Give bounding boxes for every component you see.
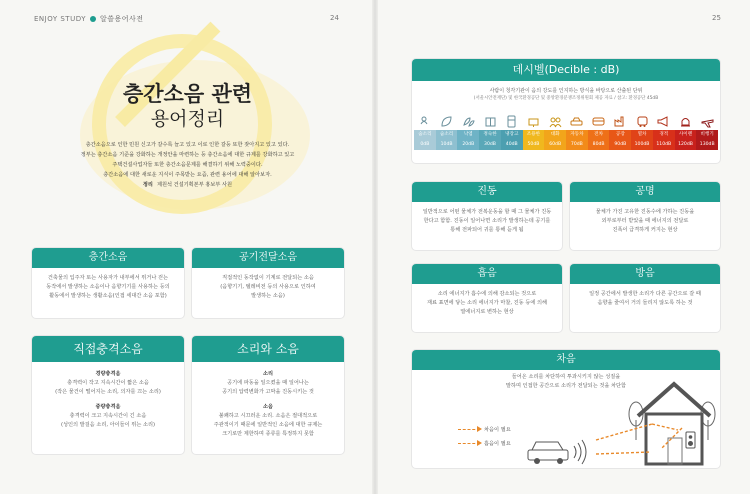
page-number-right: 25 [712, 14, 721, 22]
decibel-level [457, 114, 479, 150]
decibel-level-value: 120dB [675, 140, 697, 150]
series-label: ENJOY STUDY [34, 15, 86, 23]
legend-arrow-icon [458, 443, 480, 444]
decibel-level [544, 114, 566, 150]
running-header [34, 14, 144, 24]
decibel-level-name: 전차 [588, 130, 610, 140]
decibel-description: 사람이 청각기관이 음의 강도를 인지하는 방식을 바탕으로 산출된 단위 [489, 88, 643, 94]
page-subtitle: 용어정리 [150, 108, 225, 130]
term-card-body [192, 362, 344, 445]
term-card-body [570, 284, 720, 314]
leaves-icon [461, 114, 475, 128]
term-card [192, 248, 344, 318]
term-line: 소리 에너지가 흡수에 의해 감소되는 것으로 [437, 291, 537, 297]
term-line: 충격력이 작고 지속시간이 짧은 소음 [67, 380, 149, 386]
term-card-body [192, 268, 344, 307]
page-number-left: 24 [330, 14, 339, 22]
term-line: (작은 물건이 떨어지는 소리, 의자를 끄는 소리) [55, 389, 161, 395]
term-card-body [32, 362, 184, 436]
decibel-level-name: 냉장고 [501, 130, 523, 140]
decibel-level-value: 110dB [653, 140, 675, 150]
term-card [412, 264, 562, 332]
term-line: 진폭이 급격하게 커지는 현상 [612, 227, 678, 233]
term-card-title: 진동 [412, 182, 562, 202]
decibel-level-value: 130dB [696, 140, 718, 150]
insulation-card [412, 350, 720, 468]
decibel-level-name: 공장 [609, 130, 631, 140]
decibel-level [609, 114, 631, 150]
decibel-level-name: 열차 [631, 130, 653, 140]
term-line: 공기에 파동을 일으켰을 때 일어나는 [227, 380, 309, 386]
term-line: (성인의 발걸음 소리, 아이들이 뛰는 소리) [60, 422, 156, 428]
term-card-body [412, 284, 562, 323]
term-line: 활동에서 발생하는 생활소음(인접 세대간 소음 포함) [49, 293, 167, 299]
legend-arrow-icon [458, 429, 480, 430]
office-icon [526, 114, 540, 128]
intro-line: 층간소음에 대한 새로운 지식이 주목받는 요즘, 관련 용어에 대해 알아보자. [103, 172, 272, 178]
term-card-title: 공기전달소음 [192, 248, 344, 268]
term-line: 일정 공간에서 발생한 소리가 다른 공간으로 갈 때 [589, 291, 701, 297]
decibel-scale [414, 114, 718, 150]
decibel-level-name: 숨소리 [436, 130, 458, 140]
term-line: 물체가 가진 고유한 진동수에 가하는 진동을 [595, 209, 695, 215]
term-subheading: 중량충격음 [95, 404, 121, 410]
insulation-title: 차음 [412, 350, 720, 370]
author-credit [0, 181, 375, 188]
decibel-level [501, 114, 523, 150]
page-gutter [372, 0, 378, 494]
tree-icon [629, 402, 643, 440]
term-line: 공기의 압력변화가 고막을 진동시키는 것 [222, 389, 314, 395]
insulation-line: 말하며 인접한 공간으로 소리가 전달되는 것을 차단함 [505, 383, 627, 389]
term-card-body [32, 268, 184, 307]
credit-label: 정리 [142, 182, 153, 188]
decibel-card [412, 59, 720, 163]
decibel-level [523, 114, 545, 150]
decibel-note: (서울시안전재단) 및 한국환경공단 및 중앙환경분쟁조정위원회 제공 자료 / 참고: 환경공단 45dB [473, 96, 659, 101]
term-card-title: 공명 [570, 182, 720, 202]
sound-wave-icon [574, 440, 586, 464]
decibel-level-value: 50dB [523, 140, 545, 150]
decibel-level-name: 조용한 [523, 130, 545, 140]
term-card-title: 방음 [570, 264, 720, 284]
decibel-level-name: 사이렌 [675, 130, 697, 140]
legend-label: 흡음이 필요 [484, 441, 511, 447]
section-label: 알쓸용어사전 [99, 15, 144, 23]
term-line: 통해 전파되어 귀를 통해 듣게 됨 [450, 227, 524, 233]
term-line: 음향을 줄여서 거의 들리지 않도록 하는 것 [597, 300, 693, 306]
term-line: 불쾌하고 시끄러운 소리. 소음은 절대적으로 [218, 413, 318, 419]
term-line: (음향기기, 텔레비전 등의 사용으로 인하여 [220, 284, 316, 290]
decibel-level-name: 자동차 [566, 130, 588, 140]
decibel-title: 데시벨(Decible : dB) [412, 59, 720, 81]
decibel-level [588, 114, 610, 150]
term-line: 발생하는 소음) [251, 293, 285, 299]
decibel-level-name: 숨소리 [414, 130, 436, 140]
term-line: 외부로부터 받았을 때 에너지의 전달로 [601, 218, 689, 224]
term-card [32, 336, 184, 454]
insulation-line: 들어온 소리를 차단하여 투과시키지 않는 성질을 [511, 374, 621, 380]
intro-text [55, 140, 320, 180]
credit-text: 제원석 건설기획본부 홍보부 사원 [156, 182, 233, 188]
decibel-level-value: 70dB [566, 140, 588, 150]
term-line: 재료 표면에 닿는 소리 에너지가 마찰, 진동 등에 의해 [426, 300, 548, 306]
term-card-body [412, 202, 562, 241]
decibel-level-name: 대화 [544, 130, 566, 140]
airplane-icon [700, 114, 714, 128]
term-card-title: 직접충격소음 [32, 336, 184, 362]
intro-line: 정부는 층간소음 기준을 강화하는 개정안을 마련하는 등 층간소음에 대한 규제를 강화하고 있고 [80, 152, 295, 158]
decibel-level-name: 비행기 [696, 130, 718, 140]
term-subheading: 소음 [262, 404, 274, 410]
decibel-level-value: 40dB [501, 140, 523, 150]
decibel-level [436, 114, 458, 150]
decibel-level-value: 0dB [414, 140, 436, 150]
term-card [570, 182, 720, 250]
section-dot-icon [90, 16, 96, 22]
decibel-level-value: 80dB [588, 140, 610, 150]
term-card-title: 소리와 소음 [192, 336, 344, 362]
term-card [412, 182, 562, 250]
term-card [570, 264, 720, 332]
legend-label: 차음이 필요 [484, 427, 511, 433]
decibel-level-name: 정숙한 [479, 130, 501, 140]
decibel-level-value: 30dB [479, 140, 501, 150]
decibel-level-value: 60dB [544, 140, 566, 150]
decibel-level [653, 114, 675, 150]
term-card-body [570, 202, 720, 241]
term-line: 충격력이 크고 지속시간이 긴 소음 [69, 413, 147, 419]
term-line: 직접적인 동작없이 기계로 전달되는 소음 [222, 275, 314, 281]
conversation-icon [548, 114, 562, 128]
leaf-icon [440, 114, 454, 128]
decibel-level [696, 114, 718, 150]
term-card-title: 층간소음 [32, 248, 184, 268]
page-title: 층간소음 관련 [122, 82, 253, 106]
term-line: 크기로만 제한하며 종류를 특정하지 못함 [222, 431, 314, 437]
intro-line: 층간소음으로 인한 민원 신고가 갈수록 늘고 있고 이로 인한 갈등 또한 잦아지고 있고 있다. [85, 142, 290, 148]
decibel-level-value: 10dB [436, 140, 458, 150]
breathing-icon [418, 114, 432, 128]
term-card [32, 248, 184, 318]
term-line: 일반적으로 어떤 물체가 전복운동을 할 때 그 물체가 진동 [422, 209, 552, 215]
legend-item [458, 426, 511, 433]
term-subheading: 경량충격음 [95, 371, 121, 377]
term-card [192, 336, 344, 454]
decibel-level [631, 114, 653, 150]
car-icon [528, 442, 568, 464]
term-line: 주관적이기 때문에 일반적인 소음에 대한 규제는 [213, 422, 323, 428]
decibel-level-value: 90dB [609, 140, 631, 150]
subway-icon [592, 114, 606, 128]
house-sound-illustration [412, 370, 720, 468]
library-icon [483, 114, 497, 128]
decibel-level [414, 114, 436, 150]
decibel-level-name: 낙엽 [457, 130, 479, 140]
car-icon [570, 114, 584, 128]
decibel-level-name: 경적 [653, 130, 675, 140]
decibel-level-value: 100dB [631, 140, 653, 150]
term-line: 한다고 함함. 진동이 일어나면 소리가 발생하는데 공기를 [423, 218, 551, 224]
siren-icon [678, 114, 692, 128]
train-icon [635, 114, 649, 128]
fridge-icon [505, 114, 519, 128]
decibel-level [479, 114, 501, 150]
factory-icon [613, 114, 627, 128]
term-line: 열에너지로 변하는 현상 [460, 309, 514, 315]
legend-item [458, 440, 511, 447]
term-line: 건축물의 입주자 또는 사용자가 내부에서 뛰거나 걷는 [47, 275, 169, 281]
horn-icon [657, 114, 671, 128]
decibel-level [566, 114, 588, 150]
intro-line: 주택건설사업자들 또한 층간소음문제를 해결하기 위해 노력중이다. [112, 162, 263, 168]
term-line: 동작에서 발생하는 소음이나 음향기기를 사용하는 등의 [46, 284, 170, 290]
speaker-icon [686, 432, 695, 448]
term-subheading: 소리 [262, 371, 274, 377]
decibel-level [675, 114, 697, 150]
term-card-title: 흡음 [412, 264, 562, 284]
decibel-level-value: 20dB [457, 140, 479, 150]
sound-arrow [596, 424, 682, 454]
